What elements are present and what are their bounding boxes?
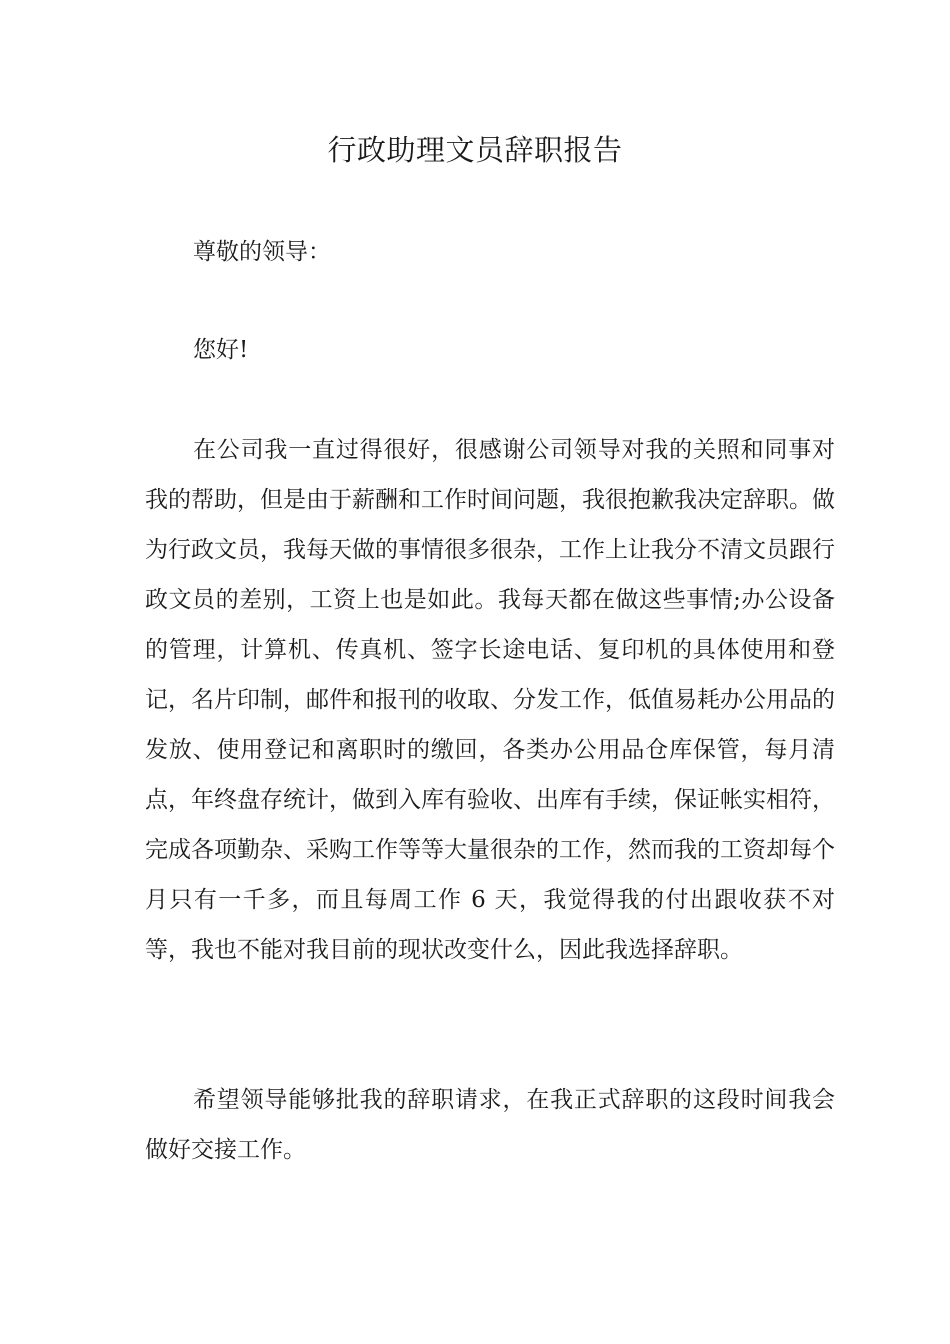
- salutation: 尊敬的领导：: [193, 239, 331, 265]
- greeting: 您好!: [193, 337, 249, 363]
- document-title: 行政助理文员辞职报告: [327, 133, 623, 167]
- body-paragraph: 希望领导能够批我的辞职请求，在我正式辞职的这段时间我会做好交接工作。: [145, 1087, 835, 1163]
- body-paragraph: 在公司我一直过得很好，很感谢公司领导对我的关照和同事对我的帮助，但是由于薪酬和工作时间问题，我很抱歉我决定辞职。做为行政文员，我每天做的事情很多很杂，工作上让我分不清文员跟行政文员的差别，工资上也是如此。我每天都在做这些事情;办公设备的管理，计算机、传真机、签字长途电话、复印机的具体使用和登记，名片印制，邮件和报刊的收取、分发工作，低值易耗办公用品的发放、使用登记和离职时的缴回，各类办公用品仓库保管，每月清点，年终盘存统计，做到入库有验收、出库有手续，保证帐实相符，完成各项勤杂、采购工作等等大量很杂的工作，然而我的工资却每个月只有一千多，而且每周工作 6 天，我觉得我的付出跟收获不对等，我也不能对我目前的现状改变什么，因此我选择辞职。: [145, 437, 835, 963]
